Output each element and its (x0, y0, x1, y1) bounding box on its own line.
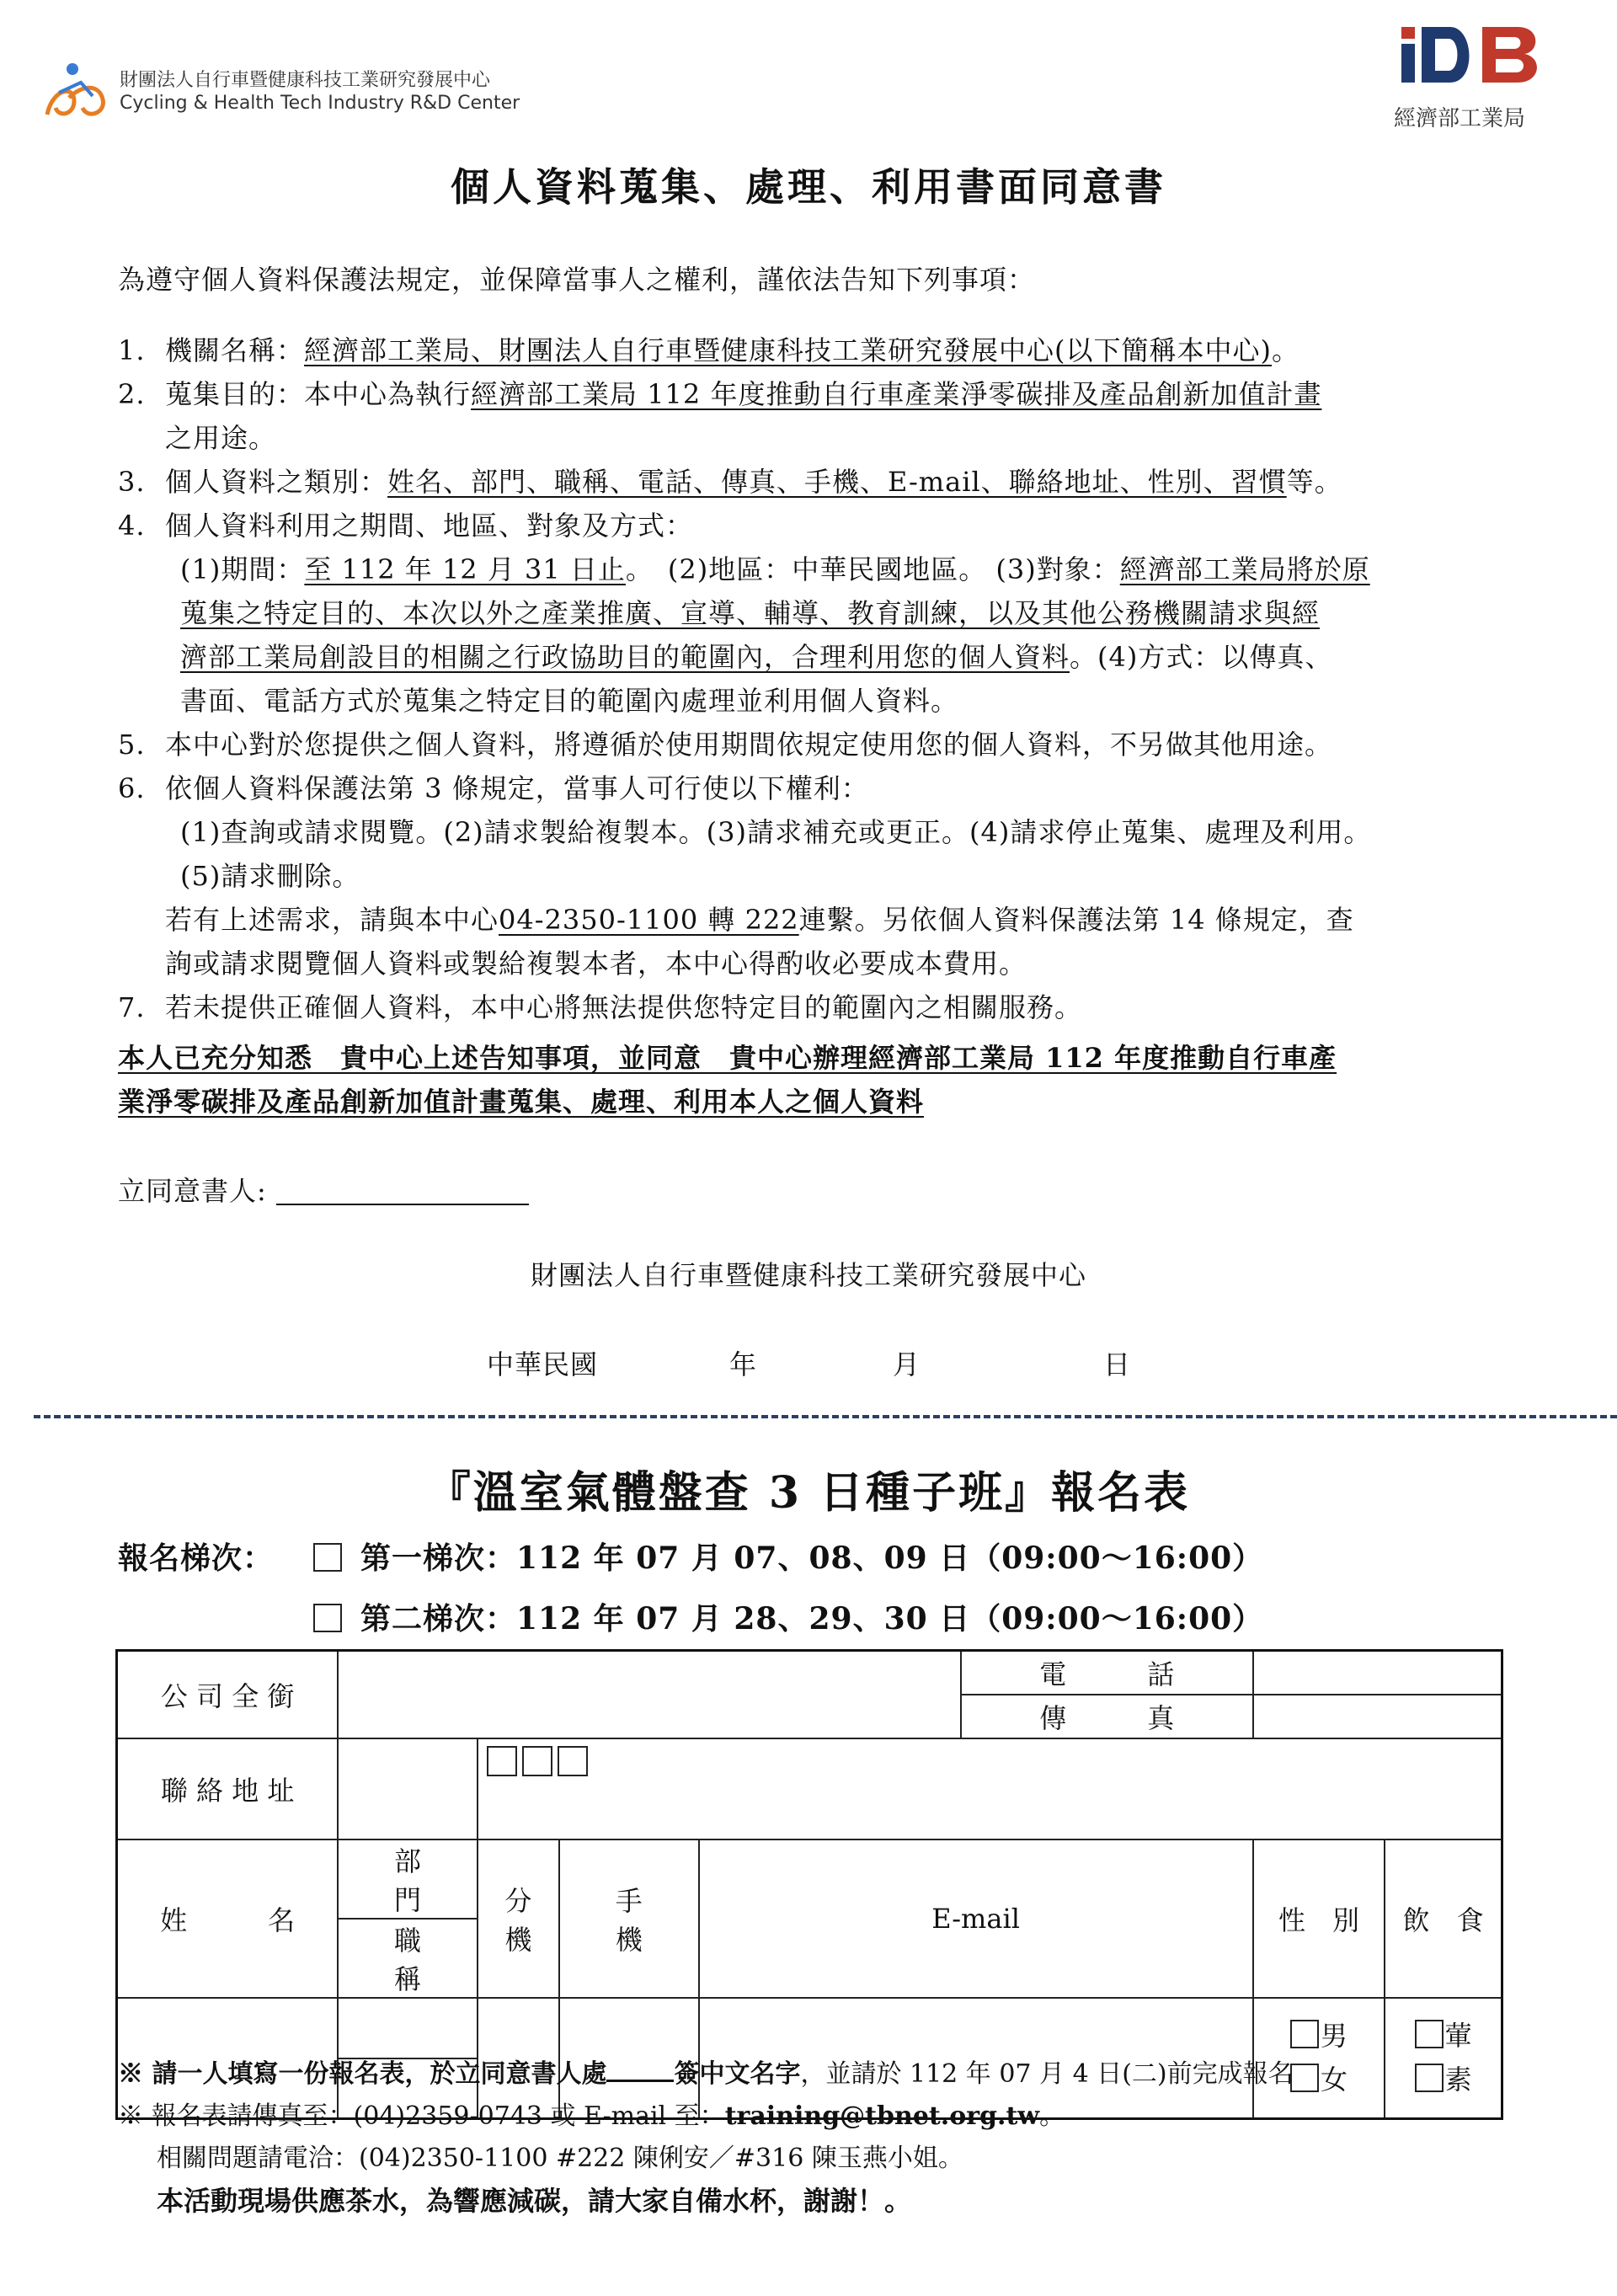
org-name-zh: 財團法人自行車暨健康科技工業研究發展中心 (120, 70, 491, 91)
consent-item-3 (118, 460, 1342, 504)
item-number: 2. (118, 378, 146, 410)
address-field[interactable] (478, 1738, 1502, 1839)
item-text: 。(4)方式：以傳真、 (1070, 641, 1333, 673)
note-text: 簽中文名字 (674, 2059, 801, 2089)
center-logo (40, 59, 125, 126)
item-text-underlined: 至 112 年 12 月 31 日止 (304, 553, 626, 585)
female-label: 女 (1320, 2064, 1348, 2096)
org-signature: 財團法人自行車暨健康科技工業研究發展中心 (530, 1259, 1086, 1291)
fax-label: 傳 真 (961, 1695, 1253, 1738)
gender-label: 性 別 (1253, 1839, 1385, 1998)
agreement-line-1: 本人已充分知悉 貴中心上述告知事項，並同意 貴中心辦理經濟部工業局 112 年度推動自行車產 (118, 1042, 1337, 1074)
item-number: 5. (118, 729, 146, 761)
session-2-checkbox[interactable] (313, 1604, 342, 1632)
signer-label: 立同意書人: (118, 1175, 267, 1207)
consent-item-6-line-4: 詢或請求閱覽個人資料或製給複製本者，本中心得酌收必要成本費用。 (165, 948, 1027, 980)
date-roc: 中華民國 (487, 1348, 599, 1380)
consent-item-6-line-3 (165, 898, 1354, 942)
note-text: ，並請於 112 年 07 月 4 日(二)前 (800, 2059, 1193, 2089)
department-label: 部 門 (338, 1839, 478, 1919)
session-1-option[interactable] (313, 1536, 1263, 1580)
phone-label: 電 話 (961, 1651, 1253, 1695)
note-blank (606, 2056, 674, 2082)
item-number: 1. (118, 334, 146, 366)
consent-item-6 (118, 766, 869, 810)
item-number: 7. (118, 991, 146, 1023)
address-blank[interactable] (338, 1738, 478, 1839)
phone-field[interactable] (1253, 1651, 1502, 1695)
item-text: 。 (2)地區：中華民國地區。 (3)對象： (625, 553, 1120, 585)
item-text: 本中心對於您提供之個人資料，將遵循於使用期間依規定使用您的個人資料，不另做其他用途。 (165, 729, 1333, 761)
consent-item-4 (118, 504, 693, 547)
zip-box[interactable] (558, 1746, 588, 1776)
form-title: 『溫室氣體盤查 3 日種子班』報名表 (426, 1467, 1191, 1519)
item-text-underlined: 經濟部工業局將於原 (1119, 553, 1370, 585)
diet-meat-option[interactable] (1394, 2014, 1492, 2058)
note-mark: ※ (118, 2059, 143, 2089)
consent-item-6-line-1: (1)查詢或請求閱覽。(2)請求製給複製本。(3)請求補充或更正。(4)請求停止蒐集、處理及利用。 (180, 816, 1372, 848)
date-month: 月 (893, 1348, 921, 1380)
item-text: 個人資料利用之期間、地區、對象及方式： (165, 510, 694, 542)
item-text: 若未提供正確個人資料，本中心將無法提供您特定目的範圍內之相關服務。 (165, 991, 1083, 1023)
item-number: 6. (118, 772, 146, 804)
idb-label: 經濟部工業局 (1394, 106, 1526, 131)
item-text-underlined: 經濟部工業局、財團法人自行車暨健康科技工業研究發展中心(以下簡稱本中心) (304, 334, 1272, 366)
item-text: 個人資料之類別： (165, 466, 388, 498)
diet-label: 飲 食 (1385, 1839, 1502, 1998)
item-text: 蒐集目的：本中心為執行 (165, 378, 472, 410)
session-1-label: 第一梯次：112 年 07 月 07、08、09 日（09:00～16:00） (360, 1540, 1264, 1576)
consent-item-5 (118, 723, 1332, 766)
contact-phone: 04-2350-1100 轉 222 (499, 904, 799, 936)
item-text: 依個人資料保護法第 3 條規定，當事人可行使以下權利： (165, 772, 869, 804)
female-checkbox[interactable] (1290, 2064, 1319, 2092)
male-checkbox[interactable] (1290, 2020, 1319, 2048)
company-label: 公 司 全 銜 (117, 1651, 339, 1738)
note-text: 請一人填寫一份報名表，於立同意書人處 (152, 2059, 607, 2089)
note-text: 報名表請傳真至：(04)2359-0743 或 E-mail 至： (151, 2101, 725, 2131)
gender-male-option[interactable] (1262, 2014, 1376, 2058)
idb-logo (1400, 24, 1540, 84)
cut-line (34, 1415, 1617, 1418)
item-text: 連繫。另依個人資料保護法第 14 條規定，查 (798, 904, 1354, 936)
item-text-underlined: 經濟部工業局 112 年度推動自行車產業淨零碳排及產品創新加值計畫 (471, 378, 1322, 410)
name-label: 姓 名 (117, 1839, 339, 1998)
item-number: 3. (118, 466, 146, 498)
item-text: 等。 (1286, 466, 1342, 498)
consent-item-2 (118, 372, 1321, 416)
consent-title: 個人資料蒐集、處理、利用書面同意書 (451, 164, 1166, 210)
item-text: 。 (1272, 334, 1300, 366)
note-text: 完成報名 (1192, 2059, 1294, 2089)
veg-checkbox[interactable] (1415, 2064, 1444, 2092)
note-4: 本活動現場供應茶水，為響應減碳，請大家自備水杯，謝謝！。 (157, 2185, 912, 2217)
diet-veg-option[interactable] (1394, 2058, 1492, 2101)
male-label: 男 (1320, 2020, 1348, 2053)
fax-field[interactable] (1253, 1695, 1502, 1738)
date-day: 日 (1103, 1348, 1132, 1380)
contact-email[interactable]: training@tbnet.org.tw (724, 2101, 1040, 2131)
meat-label: 葷 (1444, 2020, 1472, 2053)
item-text-underlined: 姓名、部門、職稱、電話、傳真、手機、E-mail、聯絡地址、性別、習慣 (387, 466, 1287, 498)
consent-item-4-line-4: 書面、電話方式於蒐集之特定目的範圍內處理並利用個人資料。 (180, 685, 959, 717)
veg-label: 素 (1444, 2064, 1472, 2096)
extension-label: 分 機 (478, 1839, 559, 1998)
consent-item-4-line-1 (180, 547, 1370, 591)
address-label: 聯 絡 地 址 (117, 1738, 339, 1839)
job-title-label: 職 稱 (338, 1919, 478, 1998)
diet-field (1385, 1998, 1502, 2119)
consent-item-7 (118, 985, 1082, 1029)
signature-field[interactable] (276, 1173, 529, 1205)
consent-item-1 (118, 328, 1299, 372)
note-3: 相關問題請電洽：(04)2350-1100 #222 陳俐安／#316 陳玉燕小姐。 (157, 2144, 963, 2173)
consent-item-6-line-2: (5)請求刪除。 (180, 860, 360, 892)
consent-item-4-line-2: 蒐集之特定目的、本次以外之產業推廣、宣導、輔導、教育訓練，以及其他公務機關請求與經 (180, 597, 1321, 629)
agreement-line-2: 業淨零碳排及產品創新加值計畫蒐集、處理、利用本人之個人資料 (118, 1086, 925, 1118)
note-text: 。 (1039, 2101, 1065, 2131)
registration-table (115, 1649, 1503, 2120)
note-mark: ※ (118, 2101, 143, 2131)
item-number: 4. (118, 510, 146, 542)
session-label: 報名梯次： (118, 1540, 275, 1576)
consent-item-4-line-3 (180, 635, 1332, 679)
company-field[interactable] (338, 1651, 961, 1738)
item-text: 機關名稱： (165, 334, 305, 366)
org-name-en: Cycling & Health Tech Industry R&D Center (120, 93, 520, 114)
department-field[interactable] (338, 1998, 478, 2058)
consent-item-2-cont: 之用途。 (165, 422, 277, 454)
note-1 (118, 2053, 1294, 2096)
signer-row (118, 1169, 529, 1213)
zip-box[interactable] (522, 1746, 552, 1776)
session-2-label: 第二梯次：112 年 07 月 28、29、30 日（09:00～16:00） (360, 1601, 1264, 1637)
item-text: 若有上述需求，請與本中心 (165, 904, 499, 936)
zip-box[interactable] (487, 1746, 517, 1776)
consent-intro: 為遵守個人資料保護法規定，並保障當事人之權利，謹依法告知下列事項： (118, 264, 1036, 296)
session-1-checkbox[interactable] (313, 1543, 342, 1572)
meat-checkbox[interactable] (1415, 2020, 1444, 2048)
email-label: E-mail (699, 1839, 1253, 1998)
item-text: (1)期間： (180, 553, 305, 585)
mobile-label: 手 機 (559, 1839, 699, 1998)
session-2-option[interactable] (313, 1597, 1263, 1641)
date-year: 年 (729, 1348, 758, 1380)
note-2 (118, 2096, 1065, 2138)
item-text-underlined: 濟部工業局創設目的相關之行政協助目的範圍內，合理利用您的個人資料 (180, 641, 1070, 673)
